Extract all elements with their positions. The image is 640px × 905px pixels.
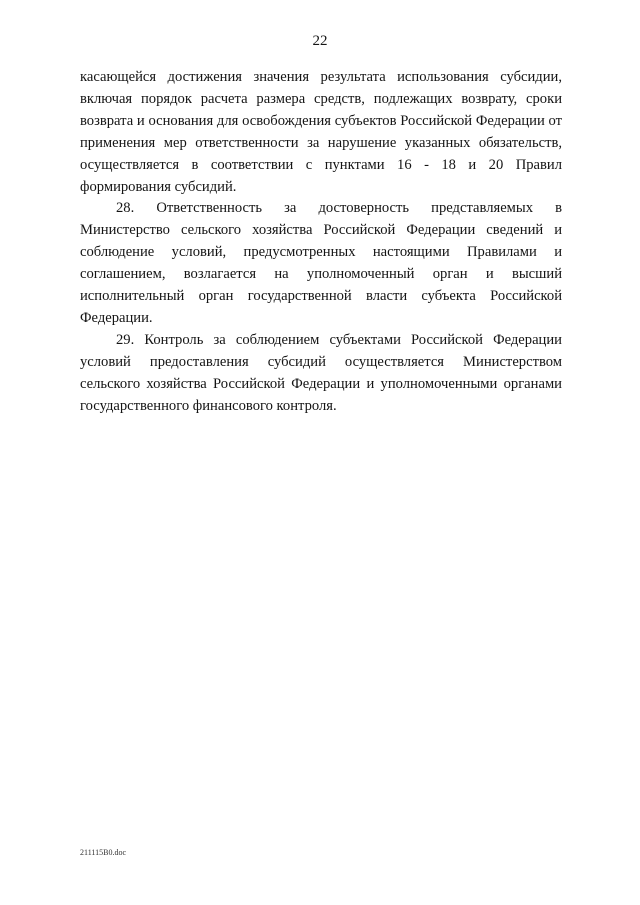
- page-number: 22: [312, 33, 328, 49]
- document-body: [80, 67, 562, 418]
- paragraph-28: 28. Ответственность за достоверность представляемых в Министерство сельского хозяйства Российской Федерации сведений и соблюдение условий, предусмотренных настоящими Правилами и соглашением, возлагается на уполномоченный орган и высший исполнительный орган государственной власти субъекта Российской Федерации.: [80, 200, 562, 326]
- paragraph-continuation: касающейся достижения значения результата использования субсидии, включая порядок расчета размера средств, подлежащих возврату, сроки возврата и основания для освобождения субъектов Российской Федерации от применения мер ответственности за нарушение указанных обязательств, осуществляется в соответствии с пунктами 16 - 18 и 20 Правил формирования субсидий.: [80, 69, 562, 195]
- footer-filename: 211115В0.doc: [80, 848, 126, 857]
- paragraph-29: 29. Контроль за соблюдением субъектами Российской Федерации условий предоставления субсидий осуществляется Министерством сельского хозяйства Российской Федерации и уполномоченными органами государственного финансового контроля.: [80, 331, 562, 414]
